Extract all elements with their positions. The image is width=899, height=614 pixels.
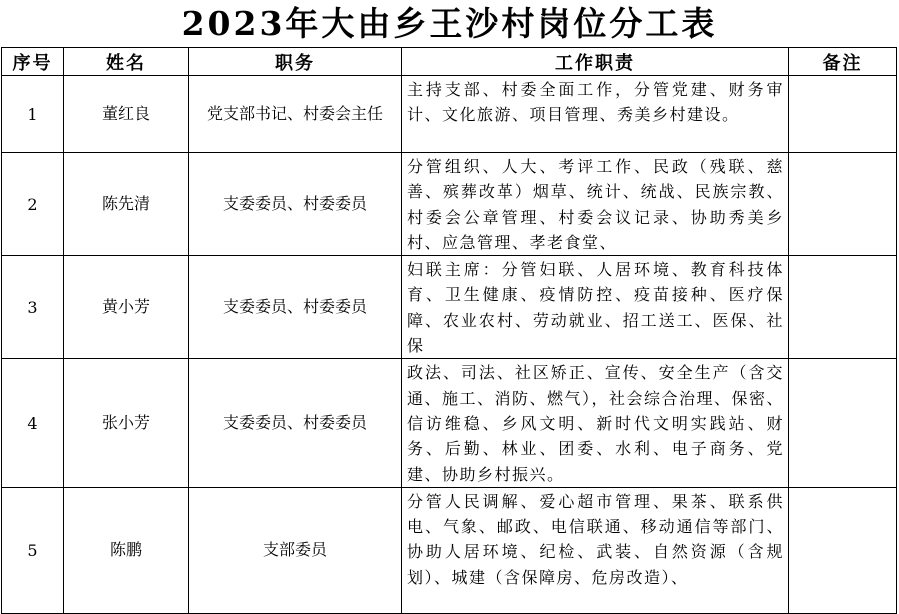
header-row [2, 48, 897, 76]
row-no: 1 [2, 76, 64, 153]
row-duties: 政法、司法、社区矫正、宣传、安全生产（含交通、施工、消防、燃气），社会综合治理、保密、信访维稳、乡风文明、新时代文明实践站、财务、后勤、林业、团委、水利、电子商务、党建、协助乡村振兴。 [402, 359, 789, 487]
row-position: 支委委员、村委委员 [189, 359, 402, 487]
table-row [2, 359, 897, 487]
row-position: 党支部书记、村委会主任 [189, 76, 402, 153]
row-name: 陈鹏 [64, 487, 189, 613]
row-no: 4 [2, 359, 64, 487]
row-no: 2 [2, 153, 64, 256]
row-position: 支委委员、村委委员 [189, 153, 402, 256]
header-remarks: 备注 [789, 48, 897, 76]
table-row [2, 76, 897, 153]
table-row [2, 487, 897, 613]
row-no: 5 [2, 487, 64, 613]
row-name: 张小芳 [64, 359, 189, 487]
row-remarks [789, 256, 897, 359]
header-no: 序号 [2, 48, 64, 76]
row-no: 3 [2, 256, 64, 359]
header-name: 姓名 [64, 48, 189, 76]
row-duties: 主持支部、村委全面工作，分管党建、财务审计、文化旅游、项目管理、秀美乡村建设。 [402, 76, 789, 153]
table-row [2, 153, 897, 256]
document-title: 2023年大由乡王沙村岗位分工表 [181, 4, 718, 43]
row-name: 董红良 [64, 76, 189, 153]
row-position: 支部委员 [189, 487, 402, 613]
row-remarks [789, 359, 897, 487]
table-row [2, 256, 897, 359]
duty-table [1, 47, 897, 614]
row-position: 支委委员、村委委员 [189, 256, 402, 359]
row-duties: 分管组织、人大、考评工作、民政（残联、慈善、殡葬改革）烟草、统计、统战、民族宗教、村委会公章管理、村委会议记录、协助秀美乡村、应急管理、孝老食堂、 [402, 153, 789, 256]
row-name: 陈先清 [64, 153, 189, 256]
row-name: 黄小芳 [64, 256, 189, 359]
row-remarks [789, 76, 897, 153]
header-position: 职务 [189, 48, 402, 76]
header-duties: 工作职责 [402, 48, 789, 76]
row-remarks [789, 487, 897, 613]
row-duties: 分管人民调解、爱心超市管理、果茶、联系供电、气象、邮政、电信联通、移动通信等部门、协助人居环境、纪检、武装、自然资源（含规划）、城建（含保障房、危房改造）、 [402, 487, 789, 613]
row-remarks [789, 153, 897, 256]
row-duties: 妇联主席：分管妇联、人居环境、教育科技体育、卫生健康、疫情防控、疫苗接种、医疗保障、农业农村、劳动就业、招工送工、医保、社保 [402, 256, 789, 359]
